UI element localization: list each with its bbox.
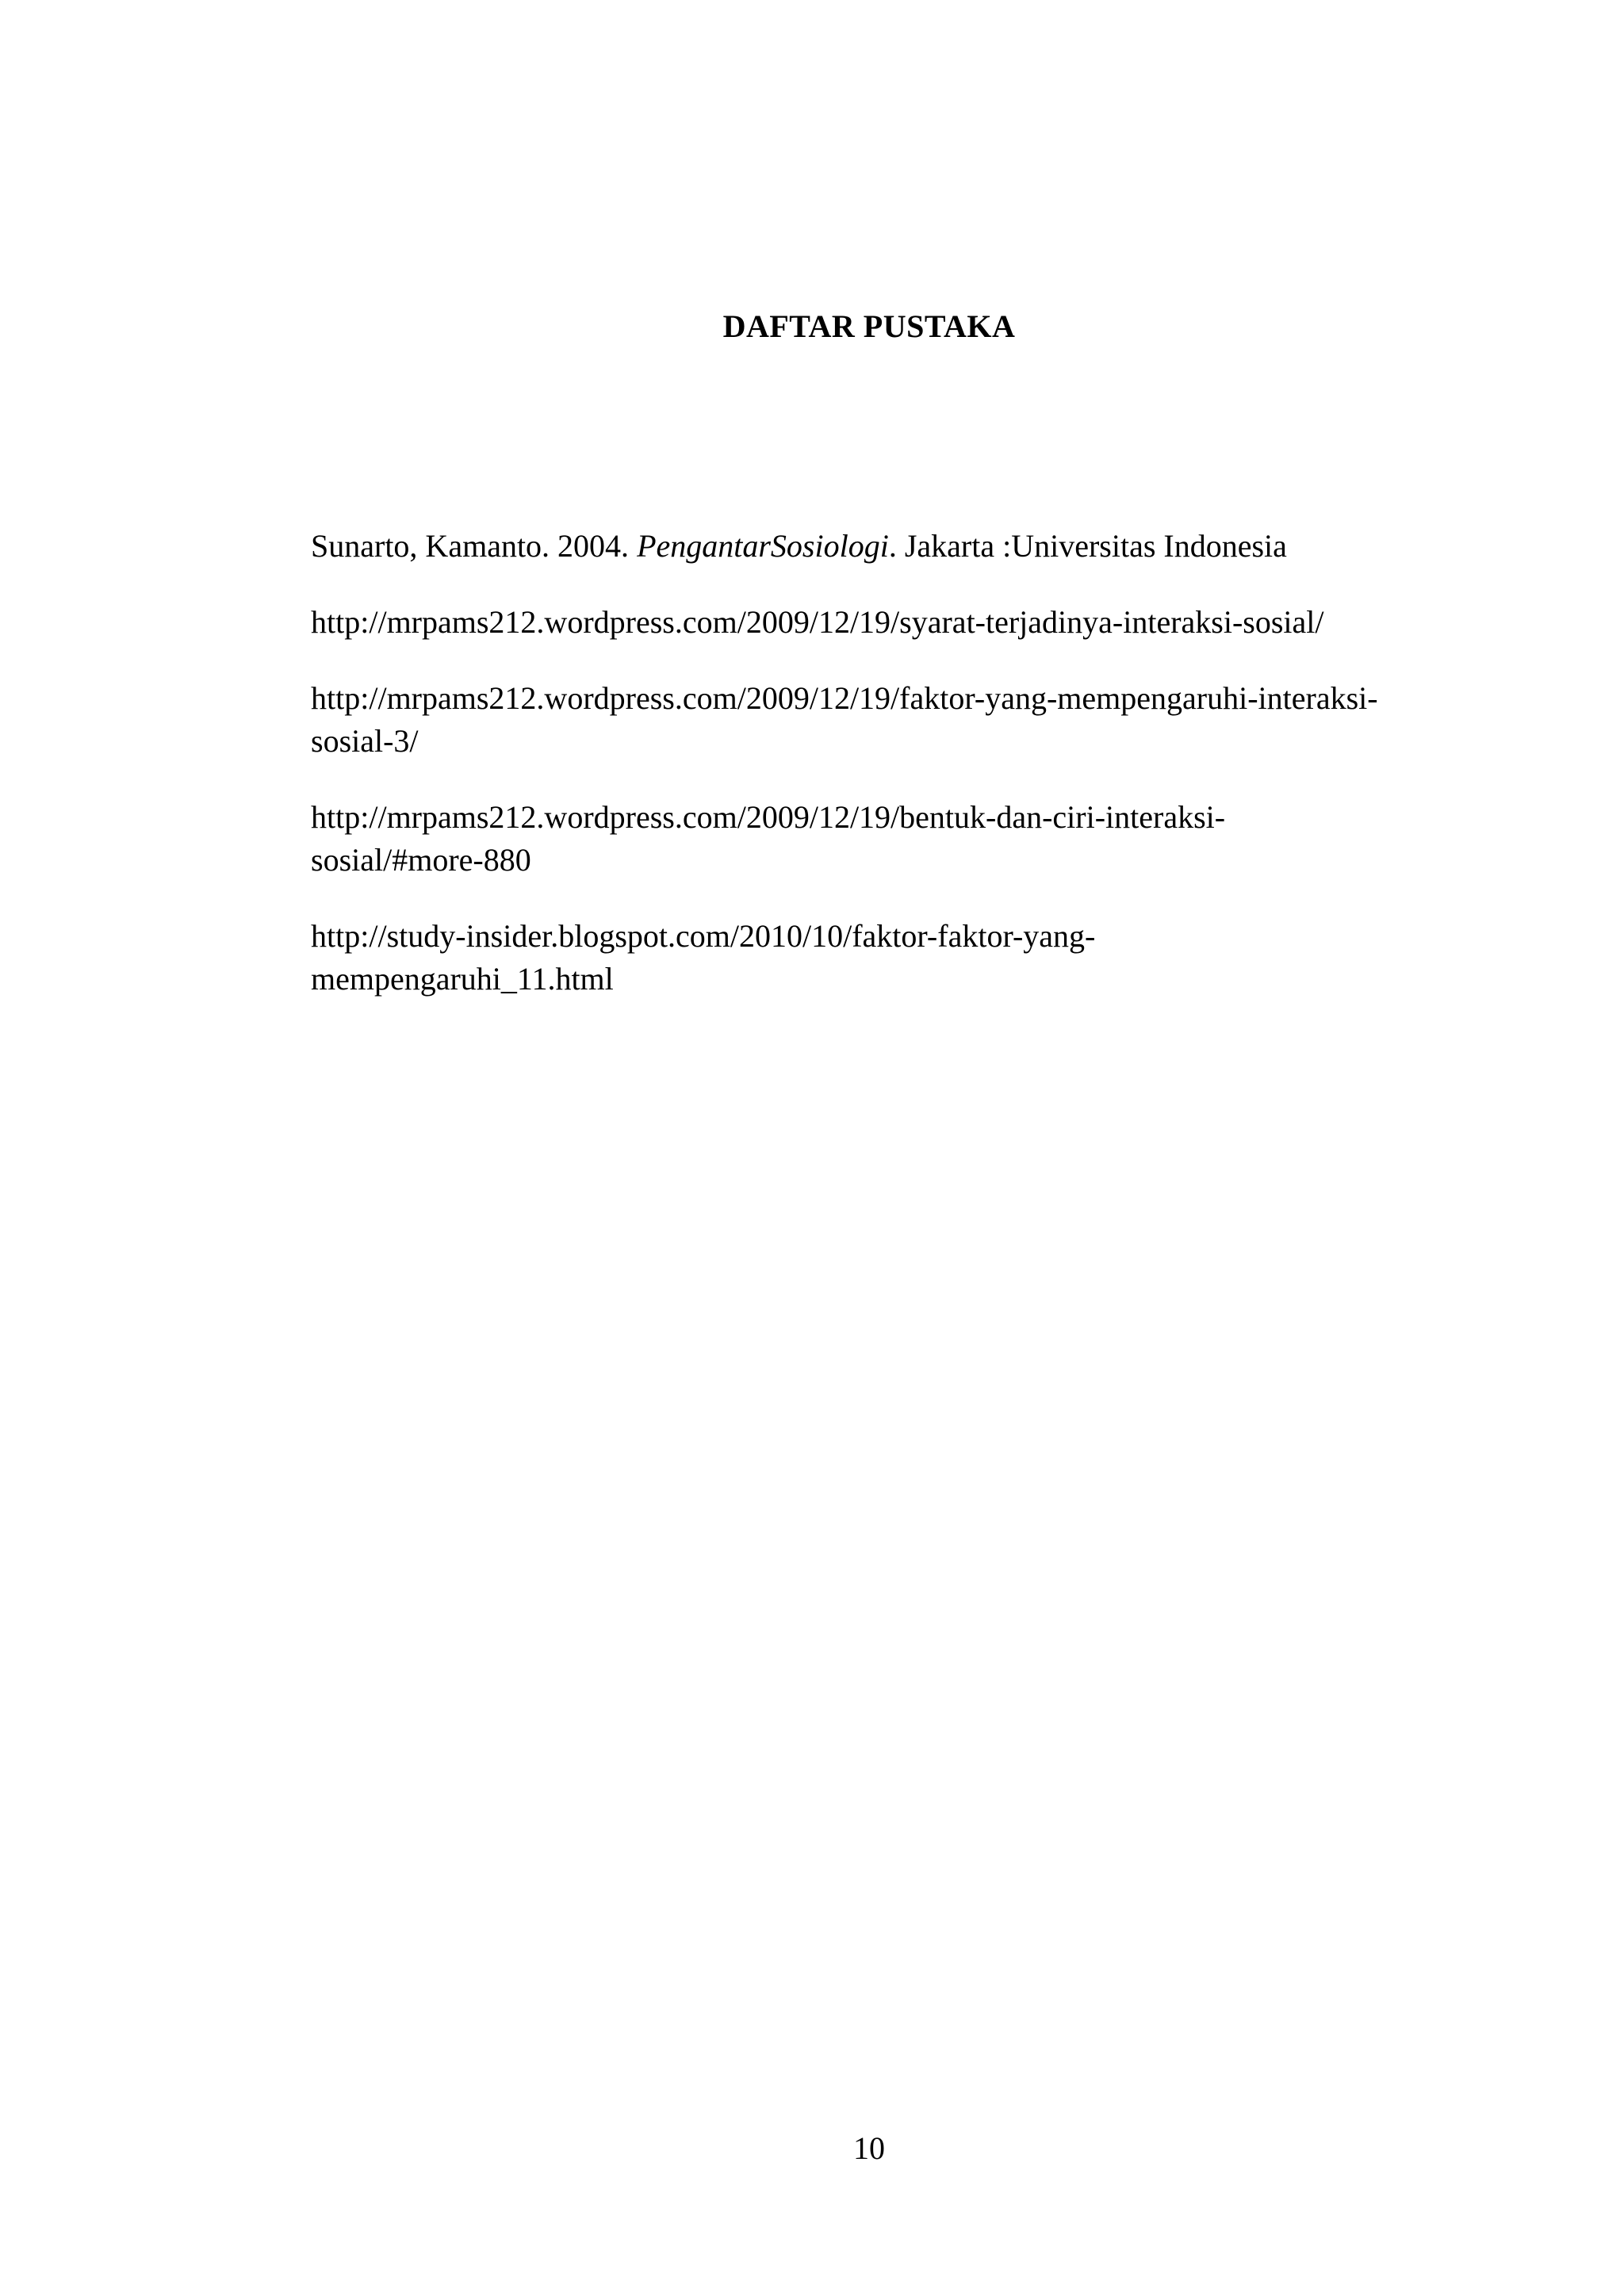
reference-url-line: http://mrpams212.wordpress.com/2009/12/19/syarat-terjadinya-interaksi-sosial/ <box>311 604 1324 640</box>
reference-url-bentuk[interactable] <box>311 796 1437 882</box>
page-number: 10 <box>853 2130 885 2166</box>
reference-url-line: sosial/#more-880 <box>311 842 531 878</box>
reference-url-syarat[interactable] <box>311 601 1437 644</box>
reference-publisher: . Jakarta :Universitas Indonesia <box>888 528 1287 564</box>
reference-url-line: http://study-insider.blogspot.com/2010/10/faktor-faktor-yang- <box>311 918 1096 954</box>
reference-url-line: sosial-3/ <box>311 723 419 759</box>
reference-url-study-insider[interactable] <box>311 915 1437 1001</box>
reference-url-line: mempengaruhi_11.html <box>311 961 614 997</box>
reference-url-line: http://mrpams212.wordpress.com/2009/12/19/bentuk-dan-ciri-interaksi- <box>311 799 1226 835</box>
page-title: DAFTAR PUSTAKA <box>722 308 1016 344</box>
reference-book <box>311 525 1437 568</box>
reference-list <box>311 525 1437 1034</box>
reference-url-line: http://mrpams212.wordpress.com/2009/12/19/faktor-yang-mempengaruhi-interaksi- <box>311 680 1378 716</box>
reference-url-faktor[interactable] <box>311 677 1437 763</box>
reference-book-title: PengantarSosiologi <box>637 528 889 564</box>
reference-author-year: Sunarto, Kamanto. 2004. <box>311 528 638 564</box>
